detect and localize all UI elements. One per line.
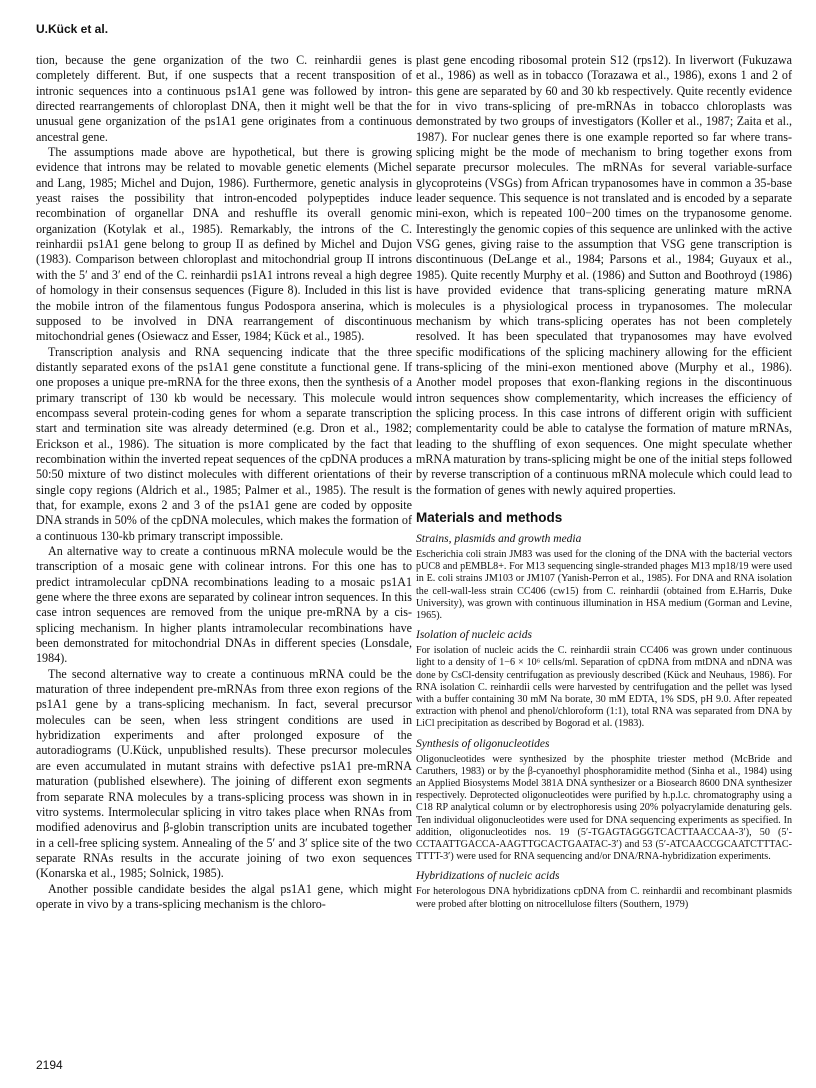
paragraph: plast gene encoding ribosomal protein S12 (rps12). In liverwort (Fukuzawa et al., 1986) as well as in tobacco (Torazawa et al., 1986), exons 1 and 2 of this gene are separated by 60 and 30 kb respectively. Quite recently evidence for in vivo trans-splicing of pre-mRNAs in tobacco chloroplasts was demonstrated by two groups of investigators (Koller et al., 1987; Zaita et al., 1987). For nuclear genes there is one example reported so far where trans-splicing might be the mode of mechanism to bring together exons from separate precursor molecules. The mRNAs for several variable-surface glycoproteins (VSGs) from African trypanosomes have in common a 35-base leader sequence. This sequence is not translated and is encoded by a separate mini-exon, which is repeated 100−200 times on the trypanosome genome. Interestingly the genomic copies of this sequence are unlinked with the active VSG genes, giving raise to the assumption that VSG gene transcription is discontinuous (DeLange et al., 1984; Parsons et al., 1984; Guyaux et al., 1985). Quite recently Murphy et al. (1986) and Sutton and Boothroyd (1986) have provided evidence that trans-splicing generating mature mRNA molecules is a physiological process in trypanosomes. The molecular mechanism by which trans-splicing operates has not been completely resolved. It has been speculated that trypanosomes may have evolved specific modifications of the splicing machinery allowing for the efficient trans-splicing of the mini-exon mentioned above (Murphy et al., 1986). Another model proposes that exon-flanking regions in the discontinuous intron sequences show complementarity, which increases the efficiency of the splicing process. In this case introns of different origin with sufficient complementarity could be able to catalyse the formation of mature mRNAs, leading to the shuffling of exon sequences. One might speculate whether mRNA maturation by trans-splicing might be one of the initial steps followed by reverse transcription of a continuous mRNA molecule which could lead to the formation of genes with newly aquired properties. — [416, 53, 792, 497]
subsection-heading: Isolation of nucleic acids — [416, 629, 532, 642]
subsection-heading: Strains, plasmids and growth media — [416, 532, 582, 545]
left-column — [36, 53, 412, 912]
methods-body — [416, 533, 792, 911]
page-number: 2194 — [36, 1058, 63, 1072]
right-column — [416, 53, 792, 911]
section-heading: Materials and methods — [416, 509, 563, 525]
paragraph: Escherichia coli strain JM83 was used for the cloning of the DNA with the bacterial vectors pUC8 and pEMBL8+. For M13 sequencing single-stranded phages M13 mp18/19 were used in E. coli strains JM103 or JM107 (Yanish-Perron et al., 1985). For DNA and RNA isolation the cell-wall-less strain CC406 (cw15) from C. reinhardii (obtained from E.Harris, Duke University), was grown with continuous illumination in HSA medium (Gorman and Levine, 1965). — [416, 548, 792, 621]
paragraph: For isolation of nucleic acids the C. reinhardii strain CC406 was grown under continuous light to a density of 1−6 × 10⁶ cells/ml. Separation of cpDNA from mtDNA and nDNA was done by CsCl-density centrifugation as previously described (Kück and Neuhaus, 1986). For RNA isolation C. reinhardii cells were harvested by centrifugation and the pellet was lysed with a buffer containing 30 mM Na borate, 30 mM EDTA, 1% SDS, pH 9.0. After repeated extraction with phenol and phenol/chloroform (1:1), total RNA was separated from DNA by LiCl precipitation as described by Bogorad et al. (1983). — [416, 645, 792, 730]
paragraph: Another possible candidate besides the algal ps1A1 gene, which might operate in vivo by a trans-splicing mechanism is the chloro- — [36, 881, 412, 911]
paragraph: For heterologous DNA hybridizations cpDNA from C. reinhardii and recombinant plasmids were probed after blotting on nitrocellulose filters (Southern, 1979) — [416, 886, 792, 910]
subsection-heading: Hybridizations of nucleic acids — [416, 870, 560, 883]
paragraph: An alternative way to create a continuous mRNA molecule would be the transcription of a mosaic gene with colinear introns. For this one has to predict intramolecular cpDNA recombinations leading to a mosaic ps1A1 gene where the three exons are separated by colinear intron sequences. In this case intron sequences are removed from the unique pre-mRNA by a cis-splicing mechanism. In higher plants intramolecular recombinations have been demonstrated for mitochondrial DNAs in different species (Lonsdale, 1984). — [36, 544, 412, 666]
subsection-heading: Synthesis of oligonucleotides — [416, 737, 550, 750]
paragraph: Transcription analysis and RNA sequencing indicate that the three distantly separated exons of the ps1A1 gene constitute a functional gene. If one proposes a unique pre-mRNA for the three exons, then the synthesis of a primary transcript of 130 kb would be necessary. This molecule would encompass several protein-coding genes for whom a separate transcription start and termination site was already determined (e.g. Dron et al., 1982; Erickson et al., 1986). The situation is more complicated by the fact that recombination within the inverted repeat sequences of the cpDNA produces a 50:50 mixture of two distinct molecules with different orientations of their single copy regions (Aldrich et al., 1985; Palmer et al., 1985). The result is that, for example, exons 2 and 3 of the ps1A1 gene are coded by opposite DNA strands in 50% of the cpDNA molecules, which makes the formation of a continuous 130-kb primary transcript impossible. — [36, 344, 412, 543]
paragraph: The assumptions made above are hypothetical, but there is growing evidence that introns may be related to movable genetic elements (Michel and Lang, 1985; Michel and Dujon, 1986). Furthermore, genetic analysis in yeast raises the possibility that intron-encoded polypeptides induce recombination of organellar DNA and reshuffle its overall genomic organization (Kotylak et al., 1985). Remarkably, the introns of the C. reinhardii ps1A1 gene belong to group II as defined by Michel and Dujon (1983). Comparison between chloroplast and mitochondrial group II introns with the 5′ and 3′ end of the C. reinhardii ps1A1 introns reveal a high degree of homology in their consensus sequences (Figure 8). Included in this list is the mobile intron of the filamentous fungus Podospora anserina, which is supposed to be involved in DNA rearrangement of discontinuous mitochondrial genes (Osiewacz and Esser, 1984; Kück et al., 1985). — [36, 145, 412, 344]
paragraph: The second alternative way to create a continuous mRNA could be the maturation of three independent pre-mRNAs from three exon regions of the ps1A1 gene by a trans-splicing mechanism. In fact, several precursor molecules can be seen, when less stringent conditions are used in hybridization experiments and after prolonged exposure of the autoradiograms (U.Kück, unpublished results). These precursor molecules are even accumulated in mutant strains with defective ps1A1 pre-mRNA maturation (published elsewhere). The joining of different exon segments from separate RNA molecules by a trans-splicing process was shown in in vitro systems. Intermolecular splicing in vitro takes place when RNAs from modified adenovirus and β-globin transcription units are incubated together in a cell-free splicing system. Annealing of the 5′ and 3′ splice site of the two separate RNAs results in the accurate joining of two exon sequences (Konarska et al., 1985; Solnick, 1985). — [36, 666, 412, 881]
running-head: U.Kück et al. — [36, 22, 109, 36]
paragraph: tion, because the gene organization of the two C. reinhardii genes is completely different. But, if one suspects that a recent transposition of intronic sequences into a continuous ps1A1 gene was followed by intron-directed rearrangements of chloroplast DNA, then it might well be that the unusual gene organization of the ps1A1 gene originates from a continuous ancestral gene. — [36, 53, 412, 144]
paragraph: Oligonucleotides were synthesized by the phosphite triester method (McBride and Caruthers, 1983) or by the β-cyanoethyl phosphoramidite method (Sinha et al., 1984) using an Applied Biosystems Model 381A DNA synthesizer or a Biosearch 8600 DNA synthesizer respectively. Deprotected oligonucleotides were purified by h.p.l.c. chromatography using a C18 RP analytical column or by electrophoresis using 20% polyacrylamide denaturing gels. Ten individual oligonucleotides were used for DNA sequencing experiments as specified. In addition, oligonucleotides nos. 19 (5′-TGAGTAGGGTCACTTAACCAA-3′), 50 (5′-CCTAATTGACCA-AAGTTGCACTGAATAC-3′) and 53 (5′-ATCAACCGCAATCTTTAC-TTTT-3′) were used for RNA sequencing and/or DNA/RNA-hybridization experiments. — [416, 753, 792, 863]
